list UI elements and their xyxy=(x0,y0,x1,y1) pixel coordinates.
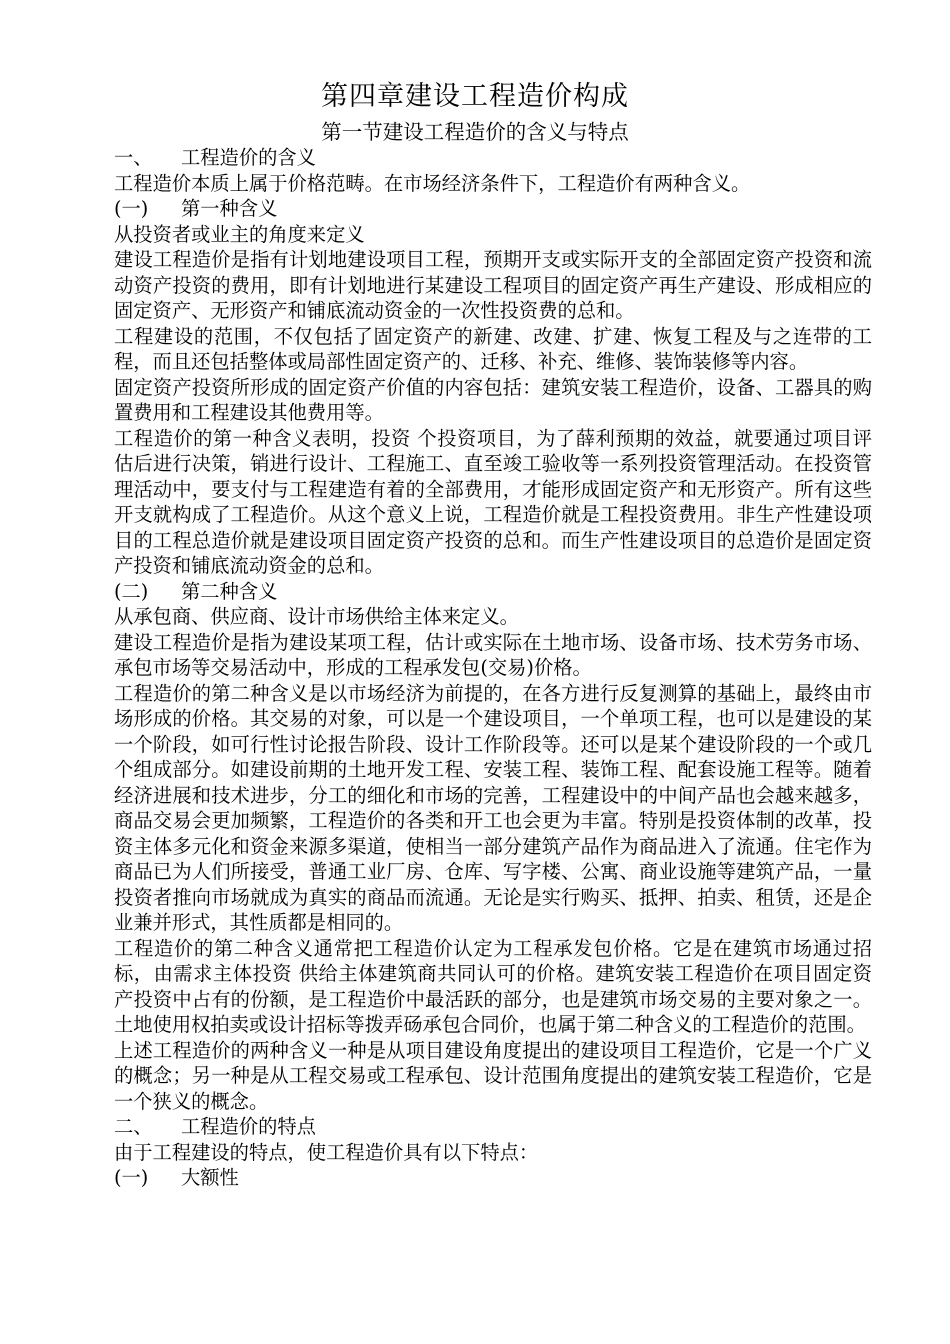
body-paragraph xyxy=(114,426,872,579)
heading-number: (二) xyxy=(114,579,149,603)
body-paragraph xyxy=(114,247,872,324)
heading-paragraph xyxy=(114,1165,872,1191)
paragraph-text: 上述工程造价的两种含义一种是从项目建设角度提出的建设项目工程造价，它是一个广义的概念；另一种是从工程交易或工程承包、设计范围角度提出的建筑安装工程造价，它是一个狭义的概念。 xyxy=(114,1038,872,1113)
body-paragraph xyxy=(114,324,872,375)
body-paragraph xyxy=(114,1038,872,1115)
heading-paragraph xyxy=(114,1114,872,1140)
document-body xyxy=(114,145,872,1191)
body-paragraph xyxy=(114,630,872,681)
paragraph-text: 固定资产投资所形成的固定资产价值的内容包括：建筑安装工程造价，设备、工器具的购置费用和工程建设其他费用等。 xyxy=(114,375,872,424)
paragraph-text: 工程建设的范围，不仅包括了固定资产的新建、改建、扩建、恢复工程及与之连带的工程，而且还包括整体或局部性固定资产的、迁移、补充、维修、装饰装修等内容。 xyxy=(114,324,872,373)
section-title: 第一节建设工程造价的含义与特点 xyxy=(321,120,629,144)
heading-paragraph xyxy=(114,196,872,222)
paragraph-text: 第二种含义 xyxy=(181,579,278,603)
body-paragraph xyxy=(114,222,872,248)
paragraph-text: 从承包商、供应商、设计市场供给主体来定义。 xyxy=(114,605,519,628)
heading-number: (一) xyxy=(114,1166,149,1189)
body-paragraph xyxy=(114,681,872,936)
paragraph-text: 工程造价的第二种含义通常把工程造价认定为工程承发包价格。它是在建筑市场通过招标，由需求主体投资 供给主体建筑商共同认可的价格。建筑安装工程造价在项目固定资产投资中占有的份额，是工程造价中最活跃的部分，也是建筑市场交易的主要对象之一。土地使用权拍卖或设计招标等拨弄砀承包合同价，也属于第二种含义的工程造价的范围。 xyxy=(114,936,872,1036)
heading-paragraph xyxy=(114,145,872,171)
paragraph-text: 工程造价本质上属于价格范畴。在市场经济条件下，工程造价有两种含义。 xyxy=(114,171,751,195)
paragraph-text: 从投资者或业主的角度来定义 xyxy=(114,222,365,246)
heading-number: (一) xyxy=(114,197,149,220)
paragraph-text: 大额性 xyxy=(181,1166,239,1189)
paragraph-text: 建设工程造价是指为建设某项工程，估计或实际在土地市场、设备市场、技术劳务市场、承包市场等交易活动中，形成的工程承发包(交易)价格。 xyxy=(114,630,872,679)
paragraph-text: 第一种含义 xyxy=(181,197,278,220)
paragraph-text: 由于工程建设的特点，使工程造价具有以下特点： xyxy=(114,1140,539,1164)
paragraph-text: 建设工程造价是指有计划地建设项目工程，预期开支或实际开支的全部固定资产投资和流动资产投资的费用，即有计划地进行某建设工程项目的固定资产再生产建设、形成相应的固定资产、无形资产和铺底流动资金的一次性投资费的总和。 xyxy=(114,248,872,322)
body-paragraph xyxy=(114,1140,872,1166)
body-paragraph xyxy=(114,936,872,1038)
heading-number: 一、 xyxy=(114,146,153,169)
paragraph-text: 工程造价的第一种含义表明，投资 个投资项目，为了薛利预期的效益，就要通过项目评估后进行决策，销进行设计、工程施工、直至竣工验收等一系列投资管理活动。在投资管理活动中，要支付与工程建造有着的全部费用，才能形成固定资产和无形资产。所有这些开支就构成了工程造价。从这个意义上说，工程造价就是工程投资费用。非生产性建设项目的工程总造价就是建设项目固定资产投资的总和。而生产性建设项目的总造价是固定资产投资和铺底流动资金的总和。 xyxy=(114,426,872,577)
body-paragraph xyxy=(114,171,872,197)
heading-number: 二、 xyxy=(114,1115,153,1138)
paragraph-text: 工程造价的特点 xyxy=(181,1115,316,1138)
heading-paragraph xyxy=(114,579,872,605)
body-paragraph xyxy=(114,604,872,630)
paragraph-text: 工程造价的第二种含义是以市场经济为前提的，在各方进行反复测算的基础上，最终由市场形成的价格。其交易的对象，可以是一个建设项目，一个单项工程，也可以是建设的某一个阶段，如可行性讨论报告阶段、设计工作阶段等。还可以是某个建设阶段的一个或几个组成部分。如建设前期的土地开发工程、安装工程、装饰工程、配套设施工程等。随着经济进展和技术进步，分工的细化和市场的完善，工程建设中的中间产品也会越来越多，商品交易会更加频繁，工程造价的各类和开工也会更为丰富。特别是投资体制的改革，投资主体多元化和资金来源多渠道，使相当一部分建筑产品作为商品进入了流通。住宅作为商品已为人们所接受，普通工业厂房、仓库、写字楼、公寓、商业设施等建筑产品，一量投资者推向市场就成为真实的商品而流通。无论是实行购买、抵押、拍卖、租赁，还是企业兼并形式，其性质都是相同的。 xyxy=(114,681,872,934)
chapter-title: 第四章建设工程造价构成 xyxy=(321,81,629,112)
body-paragraph xyxy=(114,375,872,426)
paragraph-text: 工程造价的含义 xyxy=(181,146,316,169)
